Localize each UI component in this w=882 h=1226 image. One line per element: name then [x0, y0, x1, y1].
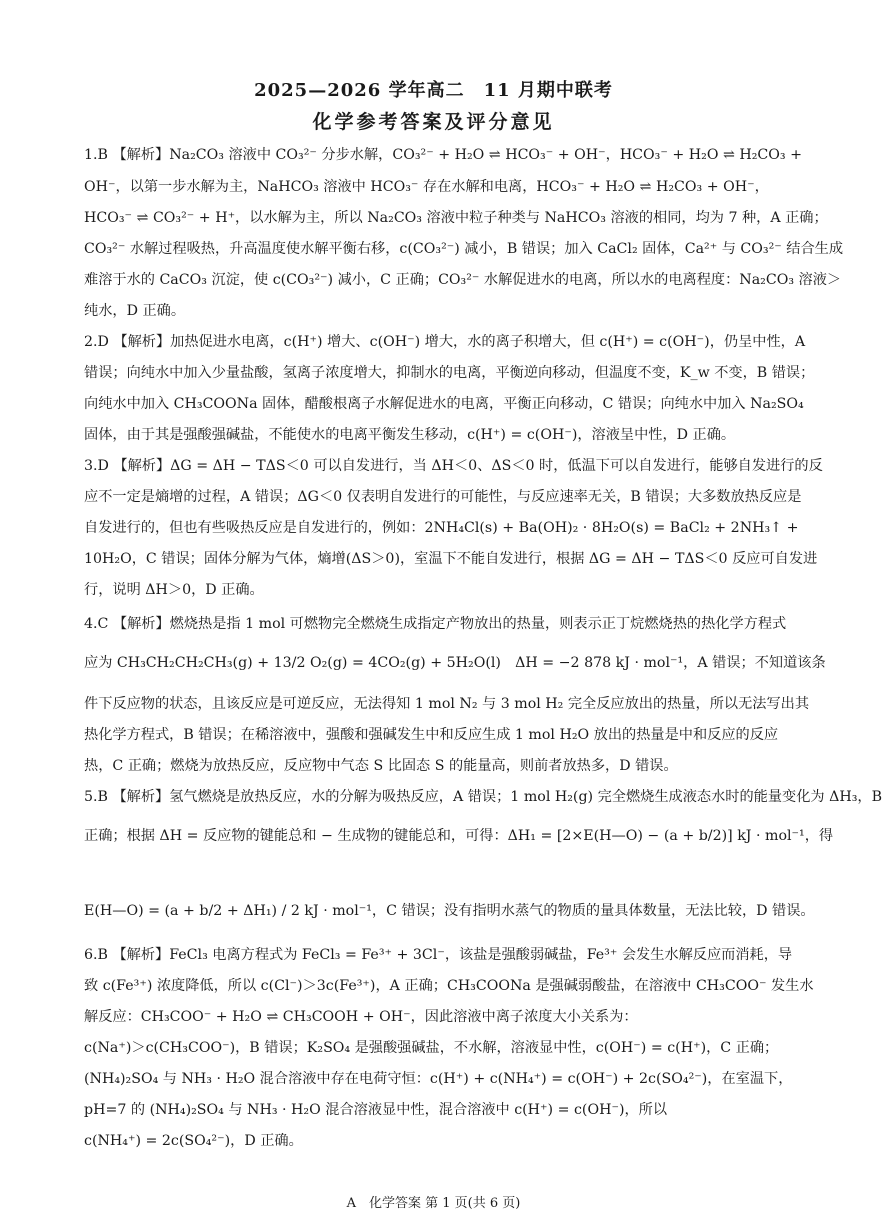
text-line: 2.D 【解析】加热促进水电离，c(H⁺) 增大、c(OH⁻) 增大，水的离子积增大，但 c(H⁺) = c(OH⁻)，仍呈中性，A: [84, 334, 806, 350]
text-line: 3.D 【解析】ΔG = ΔH − TΔS＜0 可以自发进行，当 ΔH＜0、ΔS＜0 时，低温下可以自发进行，能够自发进行的反: [84, 458, 823, 474]
text-line: 5.B 【解析】氢气燃烧是放热反应，水的分解为吸热反应，A 错误；1 mol H₂(g) 完全燃烧生成液态水时的能量变化为 ΔH₃，B: [84, 789, 882, 805]
page-footer: A 化学答案 第 1 页(共 6 页): [346, 1196, 521, 1211]
text-line: c(Na⁺)＞c(CH₃COO⁻)，B 错误；K₂SO₄ 是强酸强碱盐，不水解，溶液显中性，c(OH⁻) = c(H⁺)，C 正确；: [84, 1040, 779, 1056]
text-line: 热化学方程式，B 错误；在稀溶液中，强酸和强碱发生中和反应生成 1 mol H₂O 放出的热量是中和反应的反应: [84, 727, 779, 743]
text-line: OH⁻，以第一步水解为主，NaHCO₃ 溶液中 HCO₃⁻ 存在水解和电离，HCO₃⁻ + H₂O ⇌ H₂CO₃ + OH⁻，: [84, 179, 769, 195]
text-line: 热，C 正确；燃烧为放热反应，反应物中气态 S 比固态 S 的能量高，则前者放热多，D 错误。: [84, 758, 678, 774]
text-line: 行，说明 ΔH＞0，D 正确。: [84, 582, 264, 598]
page-title: 2025—2026 学年高二 11 月期中联考: [254, 80, 613, 101]
text-line: 10H₂O，C 错误；固体分解为气体，熵增(ΔS＞0)，室温下不能自发进行，根据 ΔG = ΔH − TΔS＜0 反应可自发进: [84, 551, 818, 567]
text-line: 件下反应物的状态，且该反应是可逆反应，无法得知 1 mol N₂ 与 3 mol H₂ 完全反应放出的热量，所以无法写出其: [84, 696, 810, 712]
text-line: 自发进行的，但也有些吸热反应是自发进行的，例如：2NH₄Cl(s) + Ba(OH)₂ · 8H₂O(s) = BaCl₂ + 2NH₃↑ +: [84, 520, 799, 536]
text-line: 4.C 【解析】燃烧热是指 1 mol 可燃物完全燃烧生成指定产物放出的热量，则表示正丁烷燃烧热的热化学方程式: [84, 616, 787, 632]
text-line: 1.B 【解析】Na₂CO₃ 溶液中 CO₃²⁻ 分步水解，CO₃²⁻ + H₂O ⇌ HCO₃⁻ + OH⁻，HCO₃⁻ + H₂O ⇌ H₂CO₃ +: [84, 147, 802, 163]
text-line: 纯水，D 正确。: [84, 303, 186, 319]
text-line: E(H—O) = (a + b/2 + ΔH₁) / 2 kJ · mol⁻¹，C 错误；没有指明水蒸气的物质的量具体数量，无法比较，D 错误。: [84, 903, 815, 919]
text-line: 解反应：CH₃COO⁻ + H₂O ⇌ CH₃COOH + OH⁻，因此溶液中离子浓度大小关系为：: [84, 1009, 638, 1025]
text-line: c(NH₄⁺) = 2c(SO₄²⁻)，D 正确。: [84, 1133, 303, 1149]
text-line: (NH₄)₂SO₄ 与 NH₃ · H₂O 混合溶液中存在电荷守恒：c(H⁺) + c(NH₄⁺) = c(OH⁻) + 2c(SO₄²⁻)，在室温下，: [84, 1071, 793, 1087]
text-line: 向纯水中加入 CH₃COONa 固体，醋酸根离子水解促进水的电离，平衡正向移动，C 错误；向纯水中加入 Na₂SO₄: [84, 396, 804, 412]
text-line: CO₃²⁻ 水解过程吸热，升高温度使水解平衡右移，c(CO₃²⁻) 减小，B 错误；加入 CaCl₂ 固体，Ca²⁺ 与 CO₃²⁻ 结合生成: [84, 241, 844, 257]
text-line: 错误；向纯水中加入少量盐酸，氢离子浓度增大，抑制水的电离，平衡逆向移动，但温度不变，K_w 不变，B 错误；: [84, 365, 815, 381]
text-line: 应为 CH₃CH₂CH₂CH₃(g) + 13/2 O₂(g) = 4CO₂(g) + 5H₂O(l) ΔH = −2 878 kJ · mol⁻¹，A 错误；不知道该条: [84, 655, 826, 671]
text-line: 难溶于水的 CaCO₃ 沉淀，使 c(CO₃²⁻) 减小，C 正确；CO₃²⁻ 水解促进水的电离，所以水的电离程度：Na₂CO₃ 溶液＞: [84, 272, 842, 288]
text-line: 正确；根据 ΔH = 反应物的键能总和 − 生成物的键能总和，可得：ΔH₁ = [2×E(H—O) − (a + b/2)] kJ · mol⁻¹，得: [84, 828, 834, 844]
text-line: 6.B 【解析】FeCl₃ 电离方程式为 FeCl₃ = Fe³⁺ + 3Cl⁻，该盐是强酸弱碱盐，Fe³⁺ 会发生水解反应而消耗，导: [84, 947, 793, 963]
text-line: 致 c(Fe³⁺) 浓度降低，所以 c(Cl⁻)＞3c(Fe³⁺)，A 正确；CH₃COONa 是强碱弱酸盐，在溶液中 CH₃COO⁻ 发生水: [84, 978, 814, 994]
text-line: HCO₃⁻ ⇌ CO₃²⁻ + H⁺，以水解为主，所以 Na₂CO₃ 溶液中粒子种类与 NaHCO₃ 溶液的相同，均为 7 种，A 正确；: [84, 210, 828, 226]
text-line: pH=7 的 (NH₄)₂SO₄ 与 NH₃ · H₂O 混合溶液显中性，混合溶液中 c(H⁺) = c(OH⁻)，所以: [84, 1102, 668, 1118]
page-subtitle: 化学参考答案及评分意见: [312, 111, 555, 133]
text-line: 固体，由于其是强酸强碱盐，不能使水的电离平衡发生移动，c(H⁺) = c(OH⁻)，溶液呈中性，D 正确。: [84, 427, 736, 443]
text-line: 应不一定是熵增的过程，A 错误；ΔG＜0 仅表明自发进行的可能性，与反应速率无关，B 错误；大多数放热反应是: [84, 489, 802, 505]
